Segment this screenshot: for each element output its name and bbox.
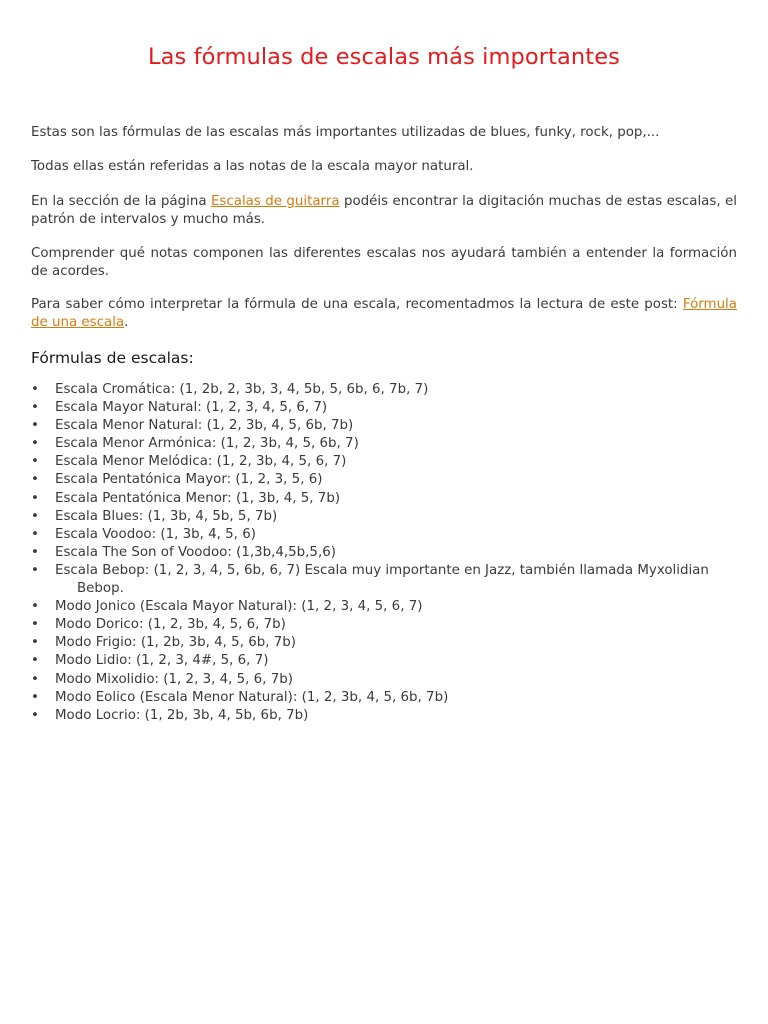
scale-formula-text: Escala Menor Natural: (1, 2, 3b, 4, 5, 6b, 7b) <box>55 418 354 434</box>
bullet-icon: • <box>31 599 39 615</box>
bullet-icon: • <box>31 400 39 416</box>
intro-paragraph-3 <box>31 193 737 229</box>
bullet-icon: • <box>31 418 39 434</box>
scale-formula-text: Escala Pentatónica Mayor: (1, 2, 3, 5, 6) <box>55 472 323 488</box>
list-item <box>31 544 737 562</box>
intro-paragraph-4: Comprender qué notas componen las diferentes escalas nos ayudará también a entender la formación de acordes. <box>31 246 737 279</box>
bullet-icon: • <box>31 617 39 633</box>
list-item <box>31 381 737 399</box>
list-item <box>31 652 737 670</box>
intro-paragraph-5 <box>31 296 737 332</box>
list-item <box>31 399 737 417</box>
scale-formula-text: Escala Cromática: (1, 2b, 2, 3b, 3, 4, 5b, 5, 6b, 6, 7b, 7) <box>55 382 429 397</box>
list-item <box>31 634 737 652</box>
bullet-icon: • <box>31 671 39 687</box>
list-item <box>31 453 737 471</box>
bullet-icon: • <box>31 562 39 578</box>
intro-paragraph-5-text-a: Para saber cómo interpretar la fórmula de una escala, recomentadmos la lectura de este post: <box>31 297 683 312</box>
page-title: Las fórmulas de escalas más importantes <box>148 44 620 70</box>
bullet-icon: • <box>31 490 39 506</box>
escalas-de-guitarra-link[interactable]: Escalas de guitarra <box>210 194 340 209</box>
bullet-icon: • <box>31 382 39 397</box>
scale-formula-text: Escala Pentatónica Menor: (1, 3b, 4, 5, 7b) <box>55 490 341 506</box>
bullet-icon: • <box>31 689 39 705</box>
bullet-icon: • <box>31 653 39 669</box>
intro-paragraph-2: Todas ellas están referidas a las notas de la escala mayor natural. <box>31 159 474 174</box>
scale-formula-text: Escala The Son of Voodoo: (1,3b,4,5b,5,6) <box>55 544 336 560</box>
section-heading: Fórmulas de escalas: <box>31 349 194 367</box>
bullet-icon: • <box>31 526 39 542</box>
formula-de-una-escala-link[interactable]: Fórmula de una escala <box>31 297 737 330</box>
bullet-icon: • <box>31 508 39 524</box>
list-item <box>31 598 737 616</box>
scale-formula-text: Escala Bebop: (1, 2, 3, 4, 5, 6b, 6, 7) Escala muy importante en Jazz, también llamada Myxolidian Bebop. <box>55 562 709 597</box>
intro-paragraph-1: Estas son las fórmulas de las escalas más importantes utilizadas de blues, funky, rock, pop,... <box>31 125 660 140</box>
list-item <box>31 471 737 489</box>
intro-paragraph-5-text-b: . <box>124 315 129 330</box>
list-item <box>31 707 737 725</box>
scale-formula-text: Escala Menor Armónica: (1, 2, 3b, 4, 5, 6b, 7) <box>55 436 359 452</box>
scale-formula-text: Modo Eolico (Escala Menor Natural): (1, 2, 3b, 4, 5, 6b, 7b) <box>55 689 449 705</box>
intro-paragraph-3-text-a: En la sección de la página <box>31 194 211 209</box>
list-item <box>31 526 737 544</box>
scale-formula-text: Modo Dorico: (1, 2, 3b, 4, 5, 6, 7b) <box>55 617 286 633</box>
scale-formula-text: Modo Locrio: (1, 2b, 3b, 4, 5b, 6b, 7b) <box>55 707 309 723</box>
scale-formula-text: Escala Menor Melódica: (1, 2, 3b, 4, 5, 6, 7) <box>55 454 347 470</box>
bullet-icon: • <box>31 436 39 452</box>
scale-formula-text: Modo Frigio: (1, 2b, 3b, 4, 5, 6b, 7b) <box>55 635 296 651</box>
bullet-icon: • <box>31 472 39 488</box>
scale-formula-text: Modo Jonico (Escala Mayor Natural): (1, 2, 3, 4, 5, 6, 7) <box>55 599 423 615</box>
list-item <box>31 508 737 526</box>
list-item <box>31 435 737 453</box>
scale-formula-text: Modo Mixolidio: (1, 2, 3, 4, 5, 6, 7b) <box>55 671 293 687</box>
list-item <box>31 417 737 435</box>
bullet-icon: • <box>31 544 39 560</box>
scale-formula-text: Escala Voodoo: (1, 3b, 4, 5, 6) <box>55 526 256 542</box>
intro-paragraph-3-text-b: podéis encontrar la digitación muchas de estas escalas, el patrón de intervalos y mucho más. <box>31 194 737 227</box>
list-item <box>31 490 737 508</box>
scale-formula-text: Modo Lidio: (1, 2, 3, 4#, 5, 6, 7) <box>55 653 269 669</box>
list-item <box>31 689 737 707</box>
list-item <box>31 562 737 598</box>
scale-formula-list <box>31 381 737 725</box>
scale-formula-text: Escala Mayor Natural: (1, 2, 3, 4, 5, 6, 7) <box>55 400 328 416</box>
bullet-icon: • <box>31 454 39 470</box>
list-item <box>31 671 737 689</box>
bullet-icon: • <box>31 707 39 723</box>
scale-formula-text: Escala Blues: (1, 3b, 4, 5b, 5, 7b) <box>55 508 278 524</box>
bullet-icon: • <box>31 635 39 651</box>
list-item <box>31 616 737 634</box>
